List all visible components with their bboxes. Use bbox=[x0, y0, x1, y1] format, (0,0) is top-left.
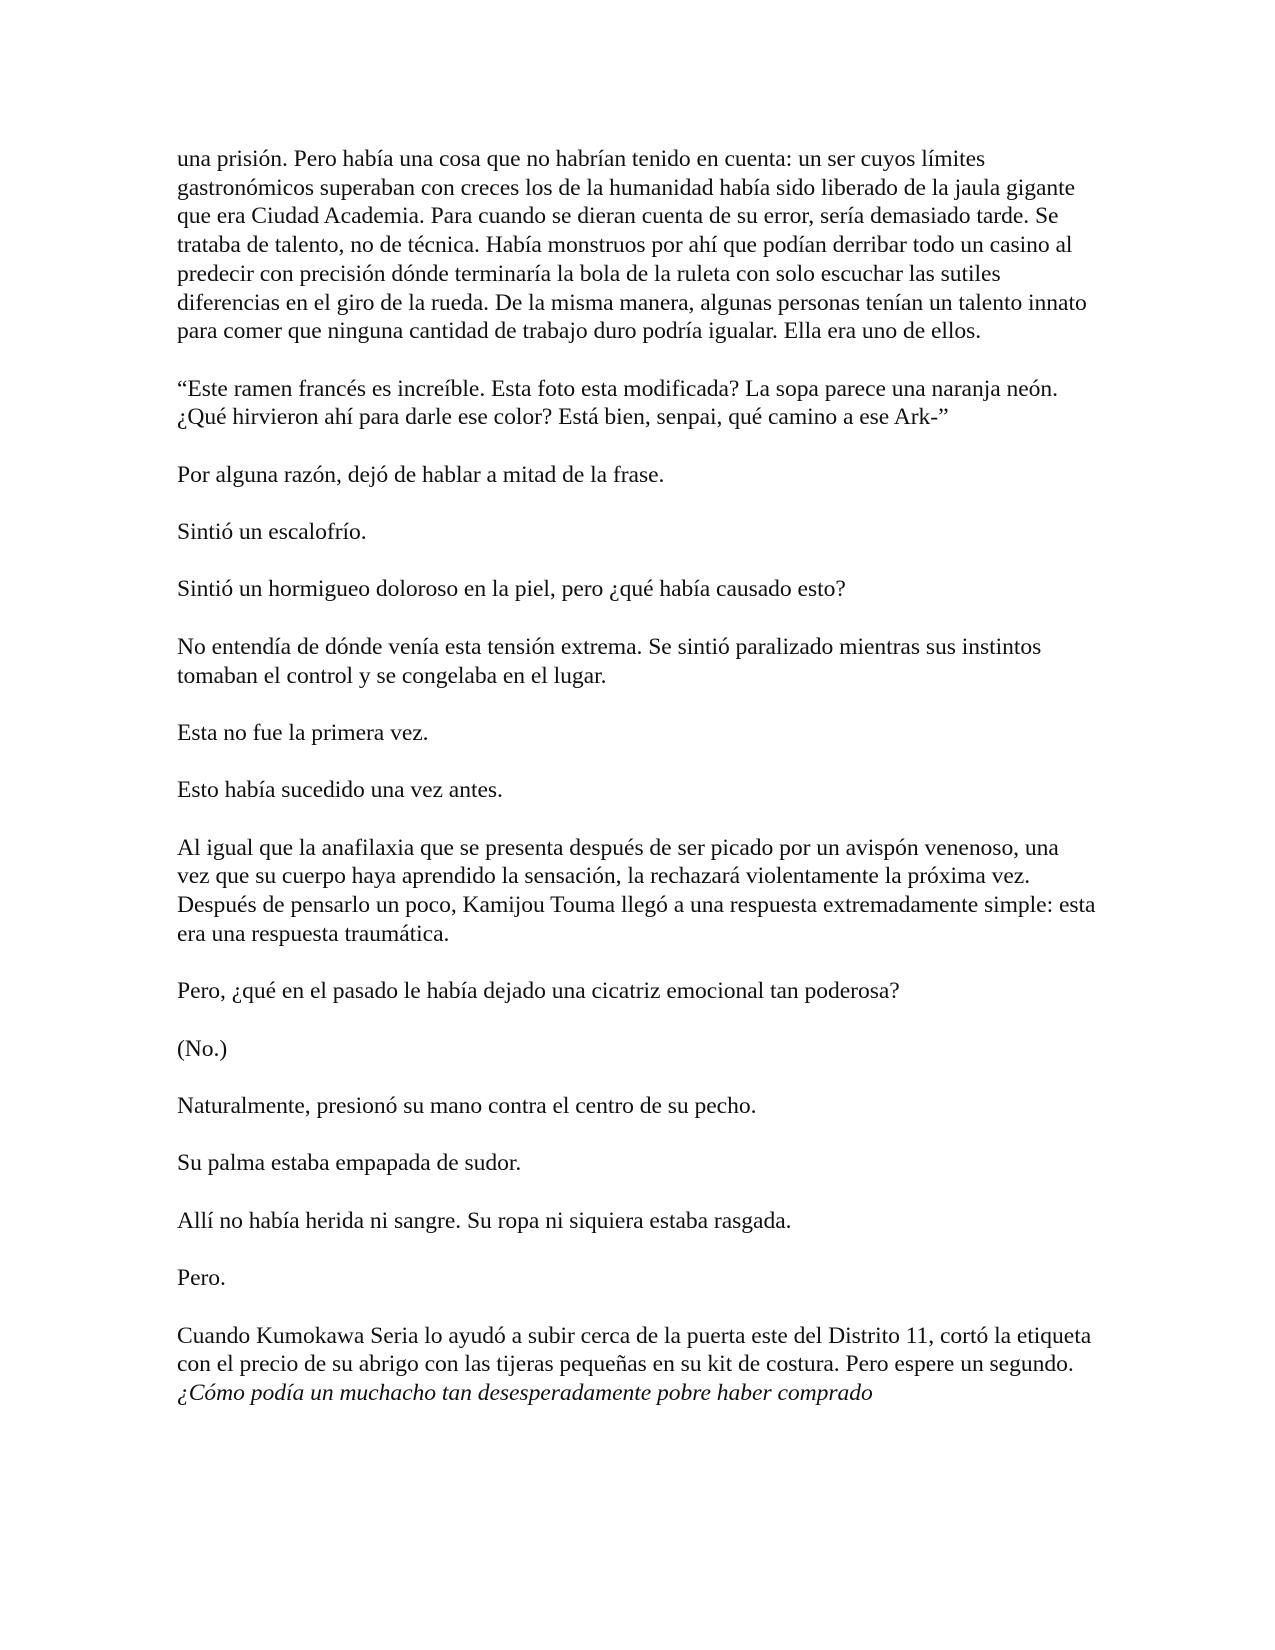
paragraph: Allí no había herida ni sangre. Su ropa ni siquiera estaba rasgada. bbox=[177, 1207, 792, 1234]
paragraph: Sintió un escalofrío. bbox=[177, 519, 367, 546]
paragraph: Por alguna razón, dejó de hablar a mitad de la frase. bbox=[177, 461, 665, 488]
paragraph: una prisión. Pero había una cosa que no habrían tenido en cuenta: un ser cuyos límites gastronómicos superaban con creces los de la humanidad había sido liberado de la jaula gigante que era Ciudad Academia. Para cuando se dieran cuenta de su error, sería demasiado tarde. Se trataba de talento, no de técnica. Había monstruos por ahí que podían derribar todo un casino al predecir con precisión dónde terminaría la bola de la ruleta con solo escuchar las sutiles diferencias en el giro de la rueda. De la misma manera, algunas personas tenían un talento innato para comer que ninguna cantidad de trabajo duro podría igualar. Ella era uno de ellos. bbox=[177, 146, 1087, 345]
document-page bbox=[177, 145, 1097, 1408]
final-paragraph-regular-text: Cuando Kumokawa Seria lo ayudó a subir cerca de la puerta este del Distrito 11, cortó la etiqueta con el precio de su abrigo con las tijeras pequeñas en su kit de costura. Pero espere un segundo. bbox=[177, 1322, 1092, 1378]
final-paragraph-italic-text: ¿Cómo podía un muchacho tan desesperadamente pobre haber comprado bbox=[177, 1380, 873, 1406]
paragraph: “Este ramen francés es increíble. Esta foto esta modificada? La sopa parece una naranja neón. ¿Qué hirvieron ahí para darle ese color? Está bien, senpai, qué camino a ese Ark-” bbox=[177, 375, 1058, 431]
paragraph: (No.) bbox=[177, 1035, 228, 1062]
final-paragraph bbox=[177, 1322, 1097, 1408]
paragraph: Esta no fue la primera vez. bbox=[177, 719, 429, 746]
paragraph: Sintió un hormigueo doloroso en la piel, pero ¿qué había causado esto? bbox=[177, 576, 846, 603]
paragraph: Pero, ¿qué en el pasado le había dejado una cicatriz emocional tan poderosa? bbox=[177, 978, 900, 1005]
paragraph: Al igual que la anafilaxia que se presenta después de ser picado por un avispón venenoso, una vez que su cuerpo haya aprendido la sensación, la rechazará violentamente la próxima vez. Después de pensarlo un poco, Kamijou Touma llegó a una respuesta extremadamente simple: esta era una respuesta traumática. bbox=[177, 834, 1096, 947]
paragraph: No entendía de dónde venía esta tensión extrema. Se sintió paralizado mientras sus instintos tomaban el control y se congelaba en el lugar. bbox=[177, 633, 1042, 689]
paragraph: Esto había sucedido una vez antes. bbox=[177, 777, 503, 804]
paragraph: Naturalmente, presionó su mano contra el centro de su pecho. bbox=[177, 1093, 757, 1120]
paragraph: Pero. bbox=[177, 1265, 226, 1292]
paragraph: Su palma estaba empapada de sudor. bbox=[177, 1150, 522, 1177]
